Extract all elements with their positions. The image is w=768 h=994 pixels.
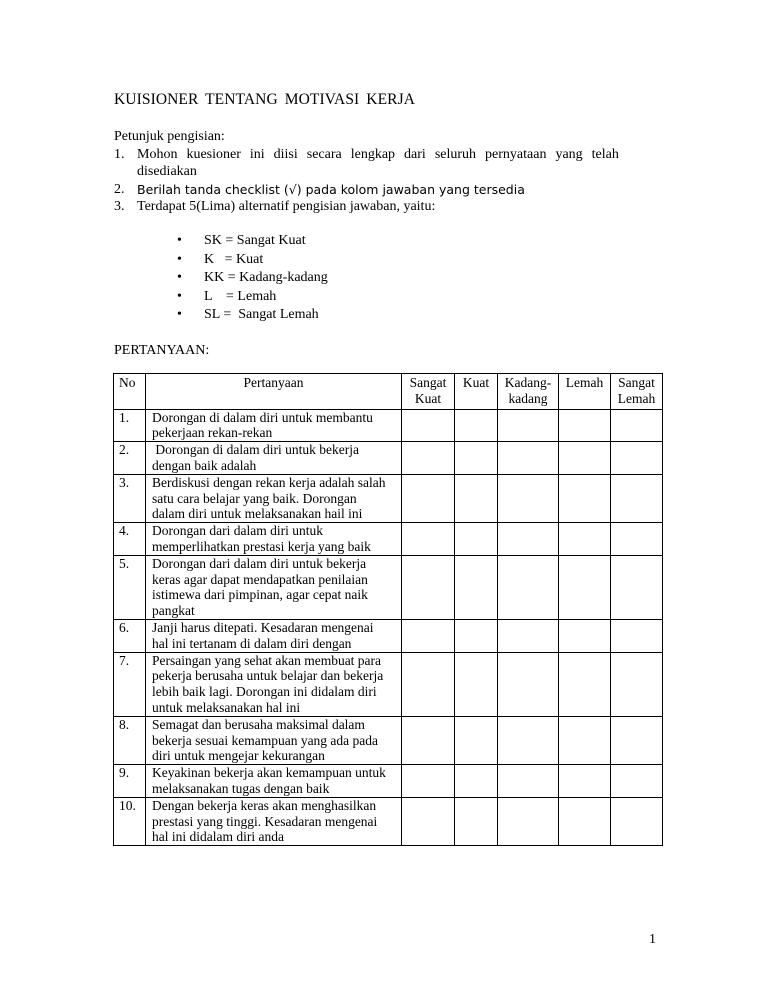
question-number: 9. [114,765,146,798]
question-text-line: Semagat dan berusaha maksimal dalam [152,716,365,732]
question-number: 2. [114,442,146,475]
answer-sangat-lemah-cell[interactable] [611,523,663,556]
question-number: 3. [114,474,146,522]
answer-lemah-cell[interactable] [559,797,611,845]
question-text [146,474,402,522]
answer-sangat-lemah-cell[interactable] [611,619,663,652]
instructions [114,128,661,216]
answer-kadang-kadang-cell[interactable] [498,765,559,798]
table-row [114,619,663,652]
table-row [114,652,663,716]
answer-kuat-cell[interactable] [455,442,498,475]
instruction-text: Terdapat 5(Lima) alternatif pengisian jawaban, yaitu: [137,199,436,214]
answer-kuat-cell[interactable] [455,523,498,556]
question-number: 6. [114,619,146,652]
answer-sangat-kuat-cell[interactable] [402,523,455,556]
instructions-heading: Petunjuk pengisian: [114,129,225,144]
answer-sangat-lemah-cell[interactable] [611,652,663,716]
answer-kuat-cell[interactable] [455,555,498,619]
answer-option [177,288,328,307]
question-text-line: istimewa dari pimpinan, agar cepat naik [152,587,368,603]
question-text-line: Dorongan di dalam diri untuk membantu [152,409,373,425]
question-text-line: memperlihatkan prestasi kerja yang baik [152,538,371,554]
answer-sangat-lemah-cell[interactable] [611,797,663,845]
answer-lemah-cell[interactable] [559,652,611,716]
question-number: 10. [114,797,146,845]
question-text [146,442,402,475]
answer-kadang-kadang-cell[interactable] [498,474,559,522]
question-number: 5. [114,555,146,619]
table-row [114,716,663,764]
answer-kadang-kadang-cell[interactable] [498,523,559,556]
instruction-number: 1. [114,146,125,162]
header-kadang-line1: Kadang- [504,375,552,390]
answer-kadang-kadang-cell[interactable] [498,716,559,764]
answer-option [177,306,328,325]
answer-lemah-cell[interactable] [559,474,611,522]
question-text-line: dalam diri untuk melaksanakan hail ini [152,506,363,522]
question-text-line: prestasi yang tinggi. Kesadaran mengenai [152,813,378,829]
question-text-line: Janji harus ditepati. Kesadaran mengenai [152,619,374,635]
instruction-item-2 [114,181,661,199]
question-text-line: pangkat [152,603,195,619]
answer-sangat-kuat-cell[interactable] [402,555,455,619]
answer-sangat-kuat-cell[interactable] [402,442,455,475]
page-number: 1 [649,932,656,947]
answer-kadang-kadang-cell[interactable] [498,652,559,716]
question-text-line: Persaingan yang sehat akan membuat para [152,652,382,668]
header-sangat-kuat-line1: Sangat [409,375,447,390]
answer-options-list [177,232,328,325]
instruction-item-3 [114,198,661,216]
answer-kadang-kadang-cell[interactable] [498,619,559,652]
instruction-text: Berilah tanda checklist (√) pada kolom jawaban yang tersedia [137,181,525,197]
answer-sangat-lemah-cell[interactable] [611,442,663,475]
answer-lemah-cell[interactable] [559,765,611,798]
question-text-line: hal ini didalam diri anda [152,829,284,845]
question-text-line: untuk melaksanakan hal ini [152,699,301,715]
table-header-row [114,374,663,410]
bullet-icon: • [177,307,182,322]
question-text-line: diri untuk mengejar kekurangan [152,748,325,764]
answer-sangat-kuat-cell[interactable] [402,652,455,716]
question-text [146,619,402,652]
answer-option [177,269,328,288]
answer-sangat-lemah-cell[interactable] [611,765,663,798]
answer-kadang-kadang-cell[interactable] [498,442,559,475]
answer-kuat-cell[interactable] [455,652,498,716]
document-title: KUISIONER TENTANG MOTIVASI KERJA [114,91,416,108]
table-row [114,523,663,556]
bullet-icon: • [177,233,182,248]
header-sangat-kuat-line2: Kuat [414,390,442,406]
header-kuat: Kuat [455,374,498,410]
answer-sangat-kuat-cell[interactable] [402,619,455,652]
answer-lemah-cell[interactable] [559,619,611,652]
question-text-line: lebih baik lagi. Dorongan ini didalam diri [152,684,377,700]
question-text-line: satu cara belajar yang baik. Dorongan [152,490,357,506]
section-title: PERTANYAAN: [114,343,210,358]
header-no: No [114,374,146,410]
answer-sangat-lemah-cell[interactable] [611,716,663,764]
question-text-line: dengan baik adalah [152,457,257,473]
instruction-number: 3. [114,199,125,214]
instruction-number: 2. [114,181,125,197]
answer-option-text: K = Kuat [204,251,264,267]
answer-sangat-lemah-cell[interactable] [611,409,663,442]
question-text-line: Keyakinan bekerja akan kemampuan untuk [152,765,386,781]
question-text [146,523,402,556]
question-text-line: pekerjaan rekan-rekan [152,425,273,441]
answer-sangat-kuat-cell[interactable] [402,716,455,764]
bullet-icon: • [177,251,182,267]
question-text-line: Dorongan dari dalam diri untuk [152,523,323,539]
header-sangat-lemah-line2: Lemah [617,390,656,406]
question-text [146,652,402,716]
header-kadang-kadang [498,374,559,410]
answer-kadang-kadang-cell[interactable] [498,555,559,619]
header-sangat-lemah-line1: Sangat [618,375,655,390]
answer-kuat-cell[interactable] [455,797,498,845]
question-text-line: Dorongan di dalam diri untuk bekerja [152,442,359,458]
table-row [114,409,663,442]
bullet-icon: • [177,270,182,285]
answer-option-text: KK = Kadang-kadang [204,270,328,285]
header-lemah: Lemah [559,374,611,410]
question-text-line: Dengan bekerja keras akan menghasilkan [152,797,377,813]
table-row [114,765,663,798]
answer-sangat-lemah-cell[interactable] [611,474,663,522]
question-text-line: pekerja berusaha untuk belajar dan bekerja [152,668,384,684]
question-text-line: Dorongan dari dalam diri untuk bekerja [152,555,367,571]
question-text-line: bekerja sesuai kemampuan yang ada pada [152,732,379,748]
question-number: 4. [114,523,146,556]
question-text [146,765,402,798]
answer-sangat-kuat-cell[interactable] [402,474,455,522]
table-row [114,797,663,845]
answer-option [177,251,328,270]
answer-option-text: SL = Sangat Lemah [204,307,319,322]
answer-option-text: SK = Sangat Kuat [204,233,306,248]
answer-lemah-cell[interactable] [559,442,611,475]
answer-kuat-cell[interactable] [455,619,498,652]
answer-option-text: L = Lemah [204,288,277,304]
question-text [146,409,402,442]
question-number: 7. [114,652,146,716]
answer-option [177,232,328,251]
answer-sangat-lemah-cell[interactable] [611,555,663,619]
answer-sangat-kuat-cell[interactable] [402,409,455,442]
table-row [114,555,663,619]
answer-lemah-cell[interactable] [559,716,611,764]
instruction-text: Mohon kuesioner ini diisi secara lengkap dari seluruh pernyataan yang telah [137,146,619,162]
answer-kuat-cell[interactable] [455,765,498,798]
answer-lemah-cell[interactable] [559,409,611,442]
instruction-text-continuation: disediakan [137,164,197,179]
question-text [146,716,402,764]
bullet-icon: • [177,288,182,304]
question-number: 8. [114,716,146,764]
answer-kuat-cell[interactable] [455,474,498,522]
question-text [146,797,402,845]
answer-sangat-kuat-cell[interactable] [402,765,455,798]
answer-sangat-kuat-cell[interactable] [402,797,455,845]
header-sangat-kuat [402,374,455,410]
questionnaire-table [113,373,663,846]
questionnaire-body [114,409,663,846]
answer-kadang-kadang-cell[interactable] [498,797,559,845]
answer-lemah-cell[interactable] [559,555,611,619]
question-text-line: hal ini tertanam di dalam diri dengan [152,635,352,651]
answer-kadang-kadang-cell[interactable] [498,409,559,442]
question-number: 1. [114,409,146,442]
table-row [114,474,663,522]
question-text [146,555,402,619]
question-text-line: melaksanakan tugas dengan baik [152,780,330,796]
table-row [114,442,663,475]
instruction-item-1 [114,146,661,181]
answer-lemah-cell[interactable] [559,523,611,556]
question-text-line: Berdiskusi dengan rekan kerja adalah salah [152,474,386,490]
answer-kuat-cell[interactable] [455,716,498,764]
header-sangat-lemah [611,374,663,410]
answer-kuat-cell[interactable] [455,409,498,442]
header-kadang-line2: kadang [508,390,548,406]
header-question: Pertanyaan [146,374,402,410]
question-text-line: keras agar dapat mendapatkan penilaian [152,571,368,587]
